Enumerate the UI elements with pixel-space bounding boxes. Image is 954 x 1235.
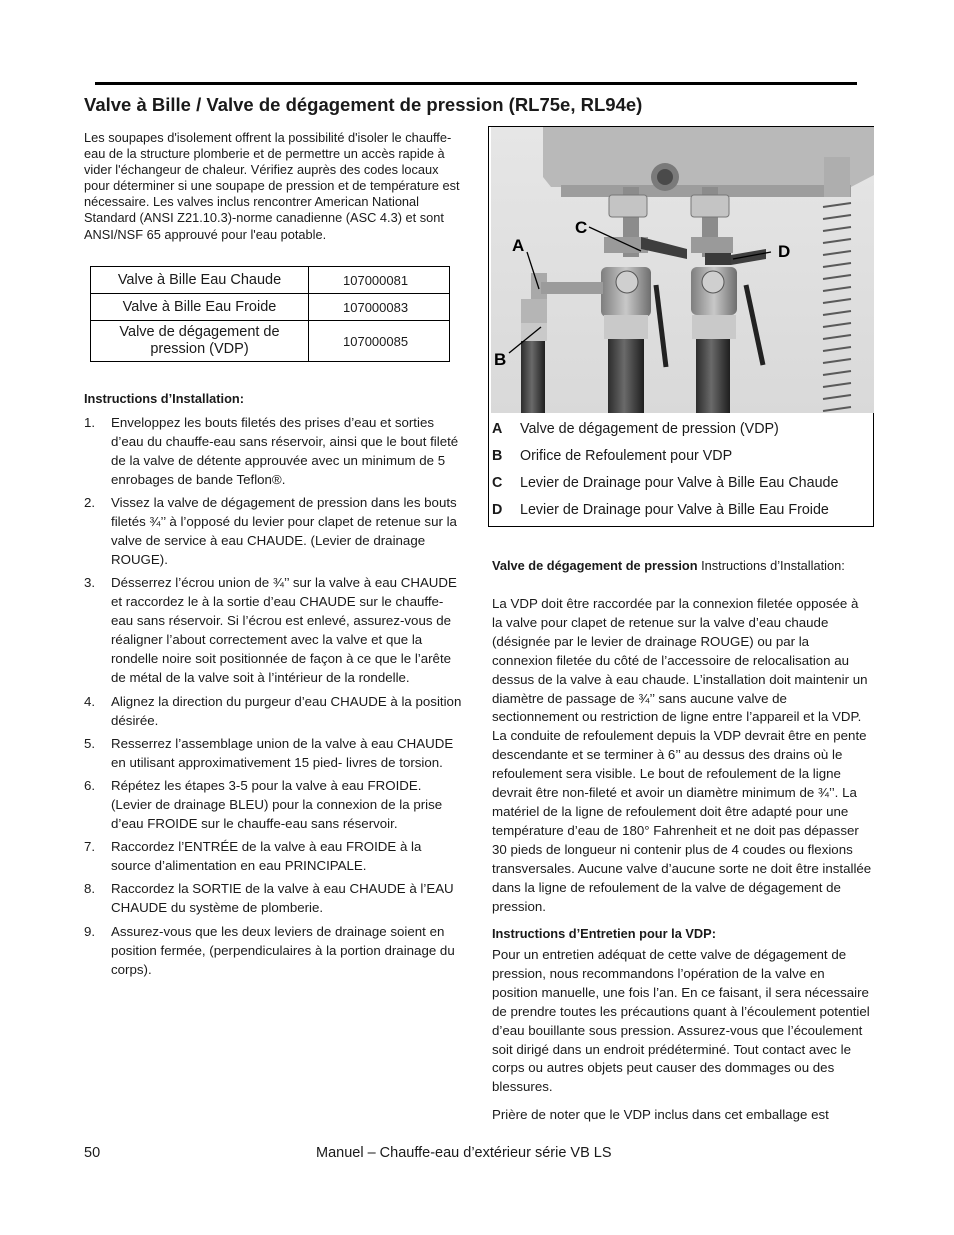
legend-item: [492, 416, 872, 443]
header-rule: [95, 82, 857, 85]
valve-figure: [488, 126, 874, 527]
legend-text: Valve de dégagement de pression (VDP): [520, 421, 779, 437]
step-text: Resserrez l’assemblage union de la valve à eau CHAUDE en utilisant approximativement 15 pied- livres de torsion.: [111, 735, 454, 770]
legend-key: A: [492, 421, 503, 437]
legend-text: Levier de Drainage pour Valve à Bille Eau Chaude: [520, 475, 839, 491]
list-item: [84, 692, 464, 730]
step-text: Alignez la direction du purgeur d’eau CHAUDE à la position désirée.: [111, 693, 462, 728]
legend-item: [492, 470, 872, 497]
list-item: [84, 837, 464, 875]
legend-text: Orifice de Refoulement pour VDP: [520, 448, 733, 464]
part-code: 107000081: [309, 267, 450, 294]
table-row: [91, 267, 450, 294]
install-heading: Instructions d’Installation:: [84, 391, 244, 406]
list-item: [84, 413, 464, 489]
list-item: [84, 776, 464, 833]
table-row: [91, 294, 450, 321]
note-paragraph: Prière de noter que le VDP inclus dans cet emballage est: [492, 1107, 829, 1122]
callout-b: B: [494, 350, 507, 369]
vdp-heading-rest: Instructions d’Installation:: [697, 558, 845, 573]
step-number: 6.: [84, 777, 96, 793]
valve-photo: [491, 127, 874, 413]
vdp-paragraph: La VDP doit être raccordée par la connexion filetée opposée à la valve pour clapet de retenue sur la valve d’eau chaude (désignée par le levier de drainage ROUGE) ou par la connexion filetée du côté de l’accessoire de relocalisation au dessus de la valve à eau chaude. L’installation doit maintenir un diamètre de passage de ¾’’ sans aucune valve de sectionnement ou restriction de ligne entre l’appareil et la VDP. La conduite de refoulement depuis la VDP devrait être en pente descendante et se terminer à 6’’ au dessus des drains où le refoulement sera visible. Le bout de refoulement de la ligne devrait être non-fileté et avoir un diamètre minimum de ¾’’. La matériel de la ligne de refoulement doit être adapté pour une température d’eau de 180° Fahrenheit et ne doit pas dépasser 30 pieds de longueur ni contenir plus de 4 coudes ou flexions transversales. Aucune valve d’aucune sorte ne doit être installée dans la ligne de refoulement de la valve de dégagement de pression.: [492, 596, 872, 914]
list-item: [84, 573, 464, 687]
step-number: 5.: [84, 735, 96, 751]
step-text: Assurez-vous que les deux leviers de drainage soient en position fermée, (perpendiculaires à la portion drainage du corps).: [111, 923, 455, 977]
part-name: Valve de dégagement de pression (VDP): [91, 321, 309, 362]
intro-paragraph: Les soupapes d'isolement offrent la possibilité d'isoler le chauffe-eau de la structure plomberie et de permettre un accès rapide à vider l'échangeur de chaleur. Vérifiez auprès des codes locaux pour déterminer si une soupape de pression et de température est nécessaire. Les valves inclus rencontrer American National Standard (ANSI Z21.10.3)-norme canadienne (ASC 4.3) et sont ANSI/NSF 65 approuvé pour l'eau potable.: [84, 130, 460, 242]
part-name: Valve à Bille Eau Chaude: [91, 267, 309, 294]
part-name: Valve à Bille Eau Froide: [91, 294, 309, 321]
list-item: [84, 879, 464, 917]
footer-title: Manuel – Chauffe-eau d’extérieur série VB LS: [316, 1145, 612, 1161]
step-number: 7.: [84, 839, 96, 855]
part-code: 107000083: [309, 294, 450, 321]
legend-text: Levier de Drainage pour Valve à Bille Eau Froide: [520, 502, 829, 518]
step-text: Enveloppez les bouts filetés des prises d’eau et sorties d’eau du chauffe-eau sans réservoir, ainsi que le bout fileté de la valve de détente approuvée avec un minimum de 5 enrobages de bande Teflon®.: [111, 415, 459, 487]
step-text: Vissez la valve de dégagement de pression dans les bouts filetés ¾’’ à l’opposé du levier pour clapet de retenue sur la valve de service à eau CHAUDE. (Levier de drainage ROUGE).: [111, 495, 457, 568]
legend-item: [492, 443, 872, 470]
legend-key: B: [492, 448, 503, 464]
step-number: 2.: [84, 495, 96, 511]
figure-legend: [492, 416, 872, 524]
step-text: Raccordez la SORTIE de la valve à eau CHAUDE à l’EAU CHAUDE du système de plomberie.: [111, 881, 454, 916]
step-text: Raccordez l’ENTRÉE de la valve à eau FROIDE à la source d’alimentation en eau PRINCIPALE.: [111, 839, 422, 874]
page-number: 50: [84, 1145, 101, 1161]
step-number: 8.: [84, 881, 96, 897]
table-row: [91, 321, 450, 362]
legend-key: D: [492, 502, 503, 518]
maintenance-paragraph: Pour un entretien adéquat de cette valve de dégagement de pression, nous recommandons l’opération de la valve en position manuelle, une fois l’an. En ce faisant, il sera nécessaire de prendre toutes les précautions quant à l’écoulement potentiel d’eau bouillante sous pression. Assurez-vous que l’écoulement soit dirigé dans un endroit prédéterminé. Tout contact avec le corps ou autres objets peut causer des dommages ou des blessures.: [492, 947, 870, 1095]
part-code: 107000085: [309, 321, 450, 362]
step-number: 9.: [84, 923, 96, 939]
list-item: [84, 922, 464, 979]
step-number: 1.: [84, 415, 96, 430]
page-title: Valve à Bille / Valve de dégagement de pression (RL75e, RL94e): [84, 94, 643, 115]
legend-key: C: [492, 475, 503, 491]
vdp-heading-bold: Valve de dégagement de pression: [492, 558, 698, 573]
vdp-heading: [492, 556, 872, 575]
callout-c: C: [575, 218, 588, 237]
step-text: Répétez les étapes 3-5 pour la valve à eau FROIDE. (Levier de drainage BLEU) pour la connexion de la prise d’eau FROIDE sur le chauffe-eau sans réservoir.: [111, 777, 443, 831]
install-steps: [84, 413, 464, 983]
list-item: [84, 493, 464, 569]
maintenance-heading: Instructions d’Entretien pour la VDP:: [492, 926, 716, 941]
callout-d: D: [778, 242, 791, 261]
step-number: 3.: [84, 575, 96, 591]
callout-a: A: [512, 236, 525, 255]
parts-table: [90, 266, 450, 362]
step-text: Désserrez l’écrou union de ¾’’ sur la valve à eau CHAUDE et raccordez le à la sortie d’eau CHAUDE sur le chauffe-eau sans réservoir. Si l’écrou est enlevé, assurez-vous de réaligner l’about correctement avec la valve et que la rondelle noire soit positionnée de façon à ce que le l’arête de métal de la valve soit à l’intérieur de la rondelle.: [111, 575, 457, 686]
list-item: [84, 734, 464, 772]
step-number: 4.: [84, 693, 96, 709]
legend-item: [492, 497, 872, 524]
